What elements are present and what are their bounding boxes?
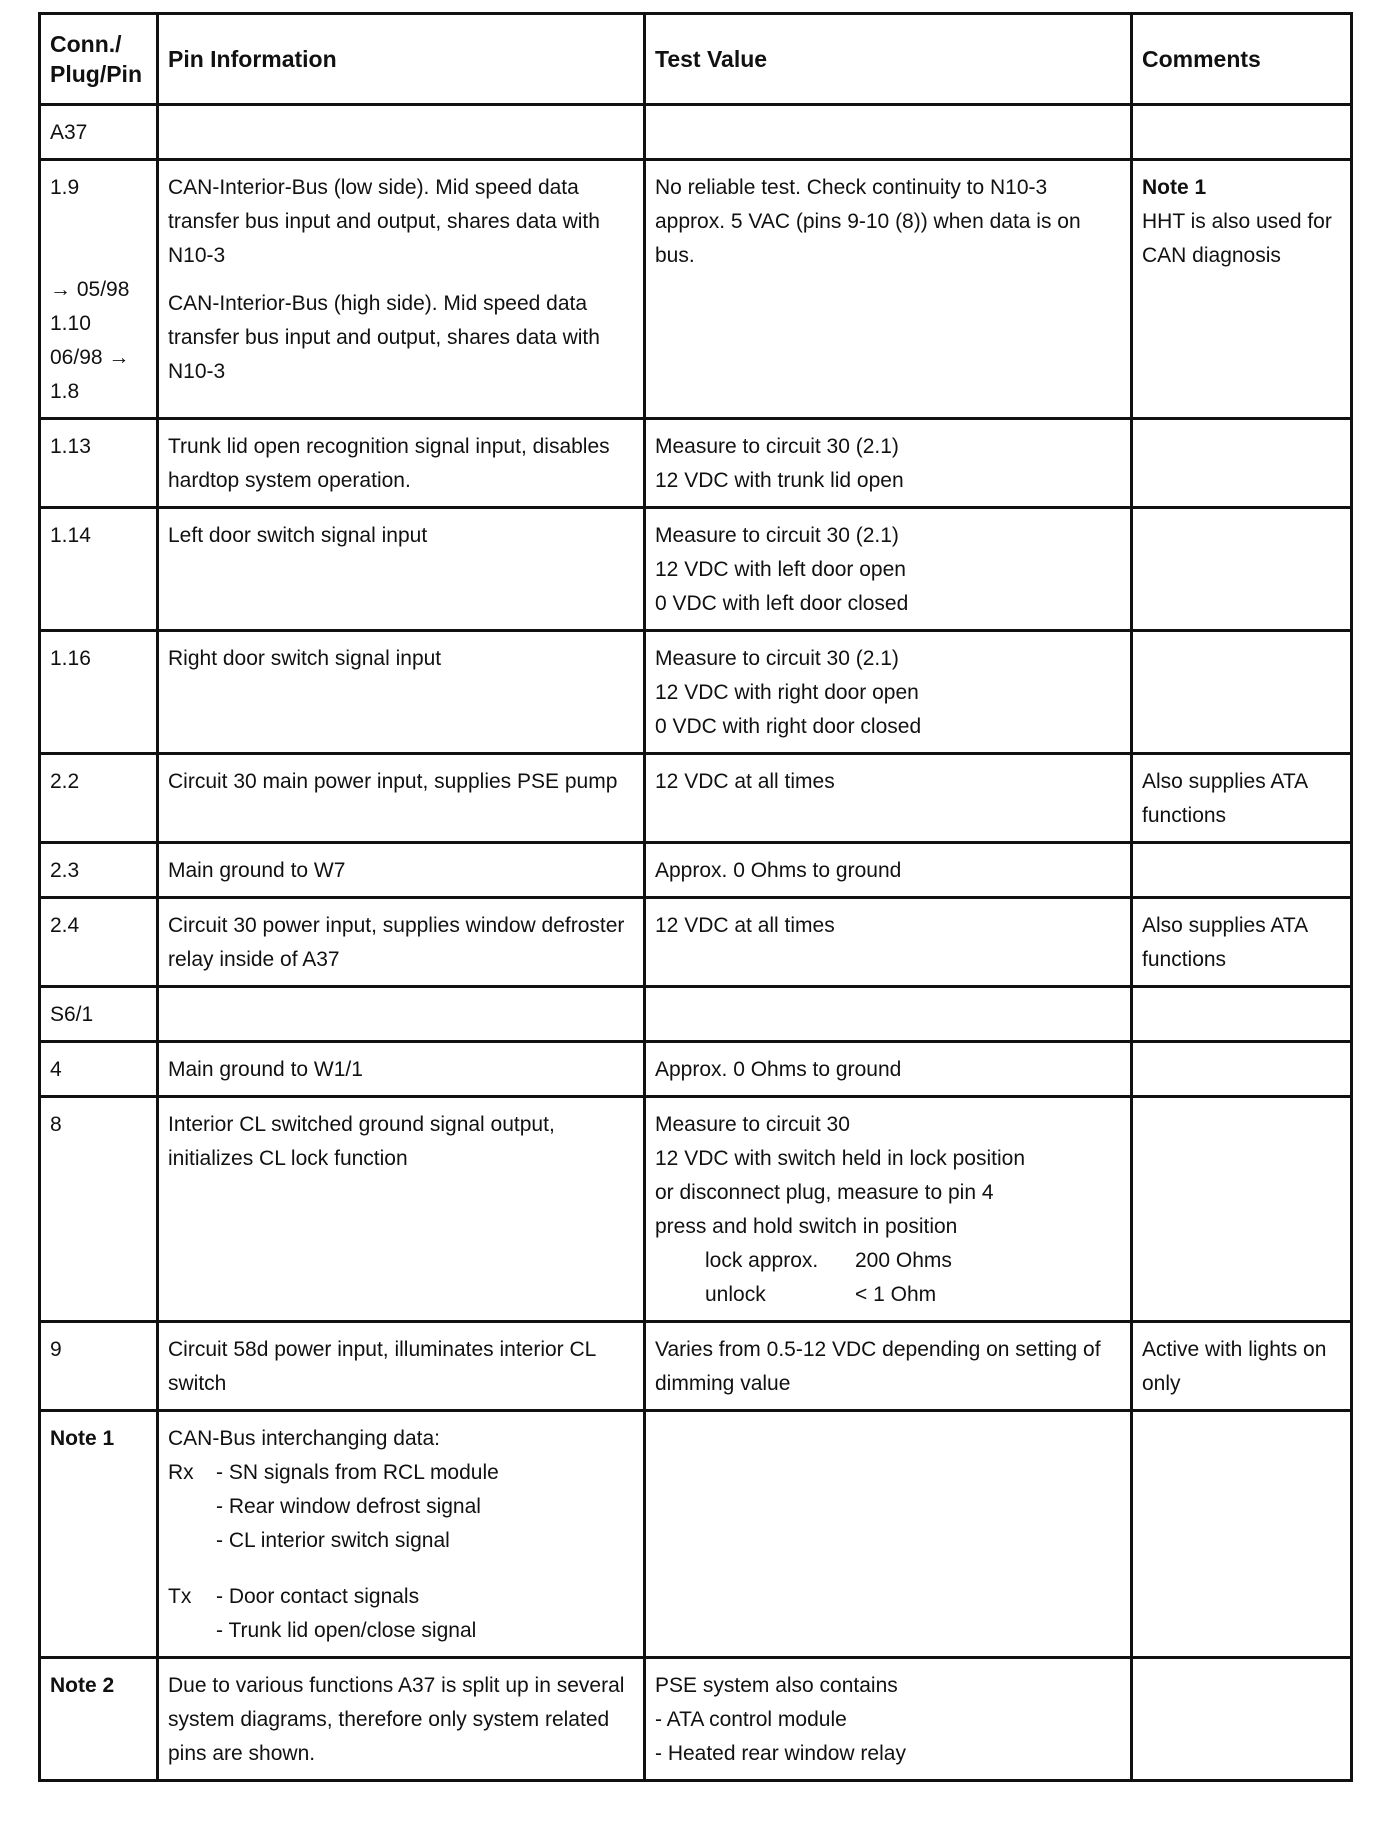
info-cell: Trunk lid open recognition signal input, disables hardtop system operation. — [158, 419, 645, 508]
table-row — [40, 843, 1352, 898]
pin-cell: 1.14 — [40, 508, 158, 631]
test-line: press and hold switch in position — [655, 1215, 958, 1238]
test-cell — [645, 1097, 1132, 1322]
test-cell: 12 VDC at all times — [645, 898, 1132, 987]
test-line: 0 VDC with right door closed — [655, 715, 922, 738]
pin-cell: 2.2 — [40, 754, 158, 843]
resistance-label: lock approx. — [705, 1249, 819, 1272]
header-comments: Comments — [1132, 14, 1352, 105]
table-row — [40, 1658, 1352, 1781]
info-cell — [158, 1411, 645, 1658]
rx-item: - CL interior switch signal — [216, 1529, 450, 1552]
test-line: 12 VDC with right door open — [655, 681, 919, 704]
table-row — [40, 898, 1352, 987]
info-cell — [158, 987, 645, 1042]
pin-label: 1.9 — [50, 176, 80, 199]
table-row — [40, 419, 1352, 508]
test-line: 12 VDC with trunk lid open — [655, 469, 904, 492]
info-cell: Main ground to W1/1 — [158, 1042, 645, 1097]
test-line: Measure to circuit 30 (2.1) — [655, 647, 899, 670]
test-line: 12 VDC with left door open — [655, 558, 906, 581]
test-cell — [645, 419, 1132, 508]
test-cell — [645, 105, 1132, 160]
table-row — [40, 105, 1352, 160]
rx-item: - Rear window defrost signal — [216, 1495, 481, 1518]
comments-cell — [1132, 1411, 1352, 1658]
header-conn: Conn./ Plug/Pin — [40, 14, 158, 105]
pin-cell — [40, 160, 158, 419]
test-line: 12 VDC with switch held in lock position — [655, 1147, 1026, 1170]
test-line: PSE system also contains — [655, 1674, 898, 1697]
info-cell: Main ground to W7 — [158, 843, 645, 898]
pin-cell: 4 — [40, 1042, 158, 1097]
test-cell: Approx. 0 Ohms to ground — [645, 1042, 1132, 1097]
test-line: - Heated rear window relay — [655, 1742, 906, 1765]
comment-title: Note 1 — [1142, 176, 1207, 199]
resistance-value: < 1 Ohm — [855, 1283, 937, 1306]
tx-label: Tx — [168, 1585, 192, 1608]
comments-cell — [1132, 1042, 1352, 1097]
comments-cell — [1132, 160, 1352, 419]
pin-cell: Note 1 — [40, 1411, 158, 1658]
test-line: or disconnect plug, measure to pin 4 — [655, 1181, 994, 1204]
pin-cell: 2.3 — [40, 843, 158, 898]
pin-cell: 8 — [40, 1097, 158, 1322]
tx-item: - Trunk lid open/close signal — [216, 1619, 477, 1642]
rx-label: Rx — [168, 1461, 194, 1484]
test-cell — [645, 987, 1132, 1042]
rx-item: Rx - SN signals from RCL module — [168, 1456, 634, 1490]
comments-cell — [1132, 419, 1352, 508]
table-row — [40, 1042, 1352, 1097]
pin-cell: Note 2 — [40, 1658, 158, 1781]
tx-item: Tx - Door contact signals — [168, 1580, 634, 1614]
table-row — [40, 508, 1352, 631]
info-cell: Due to various functions A37 is split up in several system diagrams, therefore only system related pins are shown. — [158, 1658, 645, 1781]
test-cell — [645, 631, 1132, 754]
info-text: CAN-Interior-Bus (high side). Mid speed data transfer bus input and output, shares data with N10-3 — [168, 292, 606, 383]
pin-cell: 2.4 — [40, 898, 158, 987]
pin-cell: S6/1 — [40, 987, 158, 1042]
comment-text: HHT is also used for CAN diagnosis — [1142, 210, 1338, 267]
info-cell: Right door switch signal input — [158, 631, 645, 754]
resistance-row — [655, 1278, 1121, 1312]
test-cell: No reliable test. Check continuity to N10-3 approx. 5 VAC (pins 9-10 (8)) when data is on bus. — [645, 160, 1132, 419]
comments-cell — [1132, 105, 1352, 160]
info-cell: Circuit 30 main power input, supplies PSE pump — [158, 754, 645, 843]
test-line: Measure to circuit 30 (2.1) — [655, 435, 899, 458]
info-cell — [158, 160, 645, 419]
comments-cell — [1132, 1658, 1352, 1781]
info-text: CAN-Interior-Bus (low side). Mid speed data transfer bus input and output, shares data with N10-3 — [168, 176, 606, 267]
header-row — [40, 14, 1352, 105]
resistance-row — [655, 1244, 1121, 1278]
test-cell: 12 VDC at all times — [645, 754, 1132, 843]
table-row — [40, 160, 1352, 419]
pin-cell: 9 — [40, 1322, 158, 1411]
table-row — [40, 987, 1352, 1042]
header-pin-info: Pin Information — [158, 14, 645, 105]
resistance-label: unlock — [705, 1283, 766, 1306]
comments-cell — [1132, 843, 1352, 898]
table-row — [40, 631, 1352, 754]
test-cell — [645, 1658, 1132, 1781]
table-row — [40, 1322, 1352, 1411]
test-line: 0 VDC with left door closed — [655, 592, 909, 615]
test-line: - ATA control module — [655, 1708, 847, 1731]
comments-cell: Active with lights on only — [1132, 1322, 1352, 1411]
comments-cell — [1132, 631, 1352, 754]
pin-cell: A37 — [40, 105, 158, 160]
header-test-value: Test Value — [645, 14, 1132, 105]
pin-table — [38, 12, 1353, 1782]
test-cell — [645, 508, 1132, 631]
info-cell — [158, 105, 645, 160]
test-line: Measure to circuit 30 — [655, 1113, 850, 1136]
pin-label: 1.10 — [50, 312, 91, 335]
pin-label: → 05/98 — [50, 278, 130, 301]
resistance-value: 200 Ohms — [855, 1249, 952, 1272]
info-cell: Circuit 58d power input, illuminates interior CL switch — [158, 1322, 645, 1411]
pin-label: 1.8 — [50, 380, 80, 403]
pin-cell: 1.13 — [40, 419, 158, 508]
table-row — [40, 754, 1352, 843]
test-line: Measure to circuit 30 (2.1) — [655, 524, 899, 547]
comments-cell: Also supplies ATA functions — [1132, 898, 1352, 987]
table-row — [40, 1411, 1352, 1658]
test-cell — [645, 1411, 1132, 1658]
info-cell: Left door switch signal input — [158, 508, 645, 631]
comments-cell: Also supplies ATA functions — [1132, 754, 1352, 843]
info-cell: Circuit 30 power input, supplies window defroster relay inside of A37 — [158, 898, 645, 987]
test-cell: Approx. 0 Ohms to ground — [645, 843, 1132, 898]
info-cell: Interior CL switched ground signal output, initializes CL lock function — [158, 1097, 645, 1322]
test-cell: Varies from 0.5-12 VDC depending on setting of dimming value — [645, 1322, 1132, 1411]
pin-label: 06/98 → — [50, 346, 130, 369]
info-title: CAN-Bus interchanging data: — [168, 1427, 440, 1450]
pin-cell: 1.16 — [40, 631, 158, 754]
table-row — [40, 1097, 1352, 1322]
comments-cell — [1132, 1097, 1352, 1322]
comments-cell — [1132, 987, 1352, 1042]
comments-cell — [1132, 508, 1352, 631]
